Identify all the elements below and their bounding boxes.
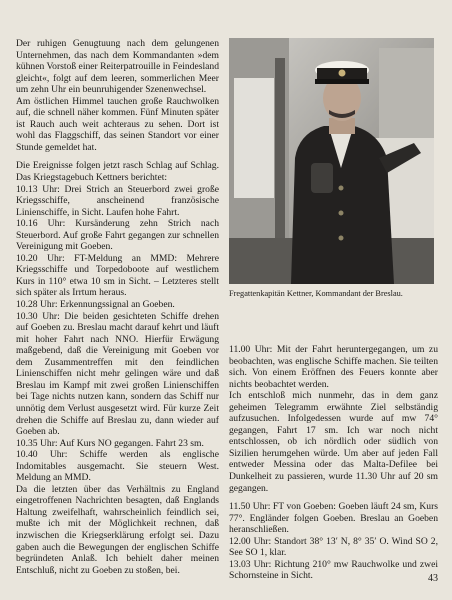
- paragraph: Ich entschloß mich nunmehr, das in dem ganz geheimen Telegramm erwähnte Ziel selbständig aufzusuchen. Infolgedessen wurde auf mw 74° gegangen, Fahrt 17 sm. Ich war noch nicht entschlossen, ob ich nördlich oder südlich von Sizilien herumgehen würde. Um aber auf jeden Fall entweder Messina oder das Malta-Defilee bei Dunkelheit zu passieren, wurde 11.30 Uhr auf 20 sm gegangen.: [229, 390, 438, 494]
- paragraph: Die Ereignisse folgen jetzt rasch Schlag auf Schlag. Das Kriegstagebuch Kettners berichtet:: [16, 160, 219, 184]
- log-entry: 11.00 Uhr: Mit der Fahrt heruntergegangen, um zu beobachten, was englische Schiffe machen. Sie teilten sich. Von einem Eröffnen des Feuers konnte aber nichts beobachtet werden.: [229, 344, 438, 390]
- log-entry: 12.00 Uhr: Standort 38° 13′ N, 8° 35′ O. Wind SO 2, See SO 1, klar.: [229, 535, 438, 559]
- log-entry: 10.16 Uhr: Kursänderung zehn Strich nach Steuerbord. Auf große Fahrt gegangen zur schnellen Vereinigung mit Goeben.: [16, 218, 219, 253]
- log-entry: 10.28 Uhr: Erkennungssignal an Goeben.: [16, 299, 175, 311]
- photo-caption: Fregattenkapitän Kettner, Kommandant der Breslau.: [229, 289, 403, 298]
- log-entry: 10.40 Uhr: Schiffe werden als englische Indomitables ausgemacht. Sie steuern West. Meldung an MMD.: [16, 449, 219, 484]
- portrait-illustration: [229, 38, 434, 284]
- right-text-column: [229, 344, 438, 582]
- paragraph: Am östlichen Himmel tauchen große Rauchwolken auf, die schnell näher kommen. Fünf Minuten später ist Rauch auch weit achteraus zu sehen. Dort ist wohl das Flaggschiff, das seinen Standort vor einer Stunde gemeldet hat.: [16, 95, 219, 153]
- portrait-photo: [229, 38, 434, 284]
- log-entry: 10.35 Uhr: Auf Kurs NO gegangen. Fahrt 23 sm.: [16, 437, 204, 449]
- page-number: 43: [428, 573, 438, 584]
- log-entry: 10.20 Uhr: FT-Meldung an MMD: Mehrere Kriegsschiffe und Torpedoboote auf westlichem Kurs in 110° etwa 10 sm in Sicht. – Letzteres stellt sich später als Irrtum heraus.: [16, 252, 219, 299]
- paragraph: Da die letzten über das Verhältnis zu England eingetroffenen Nachrichten besagten, daß Englands Haltung zweifelhaft, wahrscheinlich feindlich sei, mußte ich mit der Möglichkeit rechnen, daß inzwischen die Kriegserklärung erfolgt sei. Dazu gaben auch die Bewegungen der englischen Schiffe begründeten Anlaß. Ich behielt daher meinen Entschluß, nicht zu Goeben zu stoßen, bei.: [16, 483, 219, 576]
- log-entry: 10.30 Uhr: Die beiden gesichteten Schiffe drehen auf Goeben zu. Breslau macht darauf kehrt und läuft mit hoher Fahrt nach NNO. Hierfür Erwägung maßgebend, daß die Vereinigung mit Goeben vor dem Zusammentreffen mit den feindlichen Linienschiffen nicht mehr gelingen wäre und daß Breslau im Kampf mit zwei großen Linienschiffen bei Tage nichts nutzen kann, sondern das Schiff nur unnötig dem Verlust ausgesetzt wird. Für kurze Zeit drehen die Schiffe auf Breslau zu, dann wieder auf Goeben ab.: [16, 310, 219, 438]
- log-entry: 13.03 Uhr: Richtung 210° mw Rauchwolke und zwei Schornsteine in Sicht.: [229, 558, 438, 582]
- log-entry: 10.13 Uhr: Drei Strich an Steuerbord zwei große Kriegsschiffe, anscheinend französische Linienschiffe, in Sicht. Laufen hohe Fahrt.: [16, 183, 219, 218]
- left-text-column: [16, 38, 219, 576]
- log-entry: 11.50 Uhr: FT von Goeben: Goeben läuft 24 sm, Kurs 77°. Engländer folgen Goeben. Breslau an Goeben heranschließen.: [229, 501, 438, 536]
- paragraph: Der ruhigen Genugtuung nach dem gelungenen Unternehmen, das nach dem Kommandanten »dem kühnen Vorstoß einer Reiterpatrouille in Feindesland gleicht«, folgt auf dem leeren, sommerlichen Meer um zehn Uhr ein beunruhigender Szenenwechsel.: [16, 38, 219, 96]
